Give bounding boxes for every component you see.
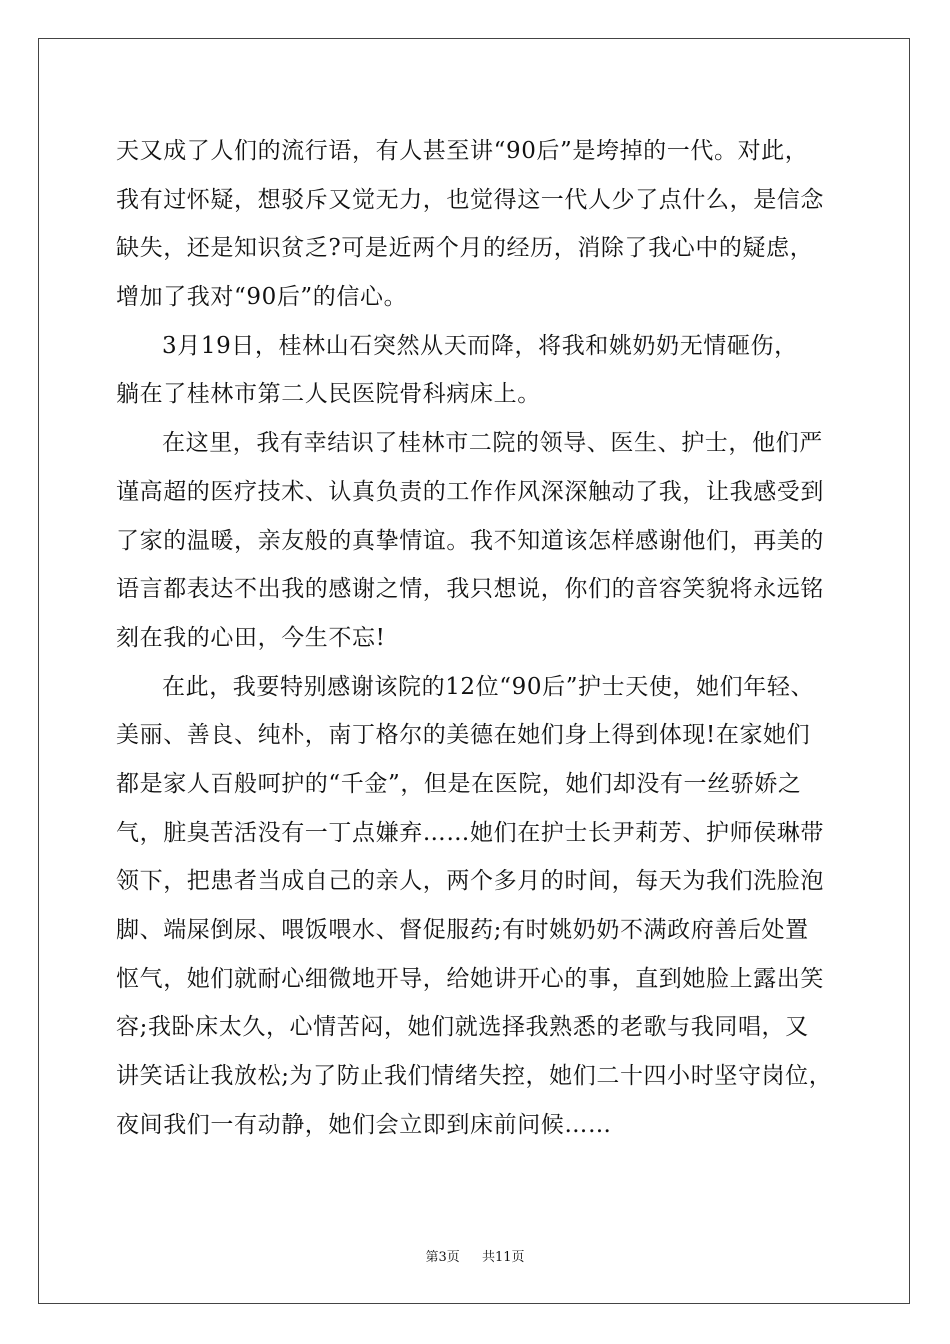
current-page-label: 第3页 xyxy=(425,1250,460,1265)
text-line: 怄气，她们就耐心细微地开导，给她讲开心的事，直到她脸上露出笑 xyxy=(116,965,824,992)
total-pages-label: 共11页 xyxy=(481,1250,525,1265)
text-line: 了家的温暖，亲友般的真挚情谊。我不知道该怎样感谢他们，再美的 xyxy=(116,527,824,554)
text-line: 讲笑话让我放松;为了防止我们情绪失控，她们二十四小时坚守岗位， xyxy=(116,1063,833,1090)
text-line: 我有过怀疑，想驳斥又觉无力，也觉得这一代人少了点什么，是信念 xyxy=(116,186,824,213)
text-line: 刻在我的心田，今生不忘! xyxy=(116,624,386,651)
text-line: 脚、端屎倒尿、喂饭喂水、督促服药;有时姚奶奶不满政府善后处置 xyxy=(116,917,809,943)
text-line: 天又成了人们的流行语，有人甚至讲“90后”是垮掉的一代。对此， xyxy=(116,138,809,164)
page-footer xyxy=(0,1246,950,1265)
text-line: 躺在了桂林市第二人民医院骨科病床上。 xyxy=(116,381,541,408)
text-line: 美丽、善良、纯朴，南丁格尔的美德在她们身上得到体现!在家她们 xyxy=(116,722,811,749)
text-line: 容;我卧床太久，心情苦闷，她们就选择我熟悉的老歌与我同唱，又 xyxy=(116,1014,809,1041)
text-line: 在此，我要特别感谢该院的12位“90后”护士天使，她们年轻、 xyxy=(162,673,815,700)
document-body xyxy=(116,127,856,1149)
text-line: 在这里，我有幸结识了桂林市二院的领导、医生、护士，他们严 xyxy=(162,430,823,457)
text-line: 领下，把患者当成自己的亲人，两个多月的时间，每天为我们洗脸泡 xyxy=(116,868,824,895)
text-line: 增加了我对“90后”的信心。 xyxy=(116,284,408,311)
text-line: 3月19日，桂林山石突然从天而降，将我和姚奶奶无情砸伤， xyxy=(162,332,798,359)
text-line: 谨高超的医疗技术、认真负责的工作作风深深触动了我，让我感受到 xyxy=(116,478,824,505)
text-line: 都是家人百般呵护的“千金”，但是在医院，她们却没有一丝骄娇之 xyxy=(116,770,802,797)
text-line: 语言都表达不出我的感谢之情，我只想说，你们的音容笑貌将永远铭 xyxy=(116,576,824,603)
text-line: 缺失，还是知识贫乏?可是近两个月的经历，消除了我心中的疑虑， xyxy=(116,235,814,262)
text-line: 夜间我们一有动静，她们会立即到床前问候…… xyxy=(116,1111,612,1138)
text-line: 气，脏臭苦活没有一丁点嫌弃……她们在护士长尹莉芳、护师侯琳带 xyxy=(116,819,824,846)
